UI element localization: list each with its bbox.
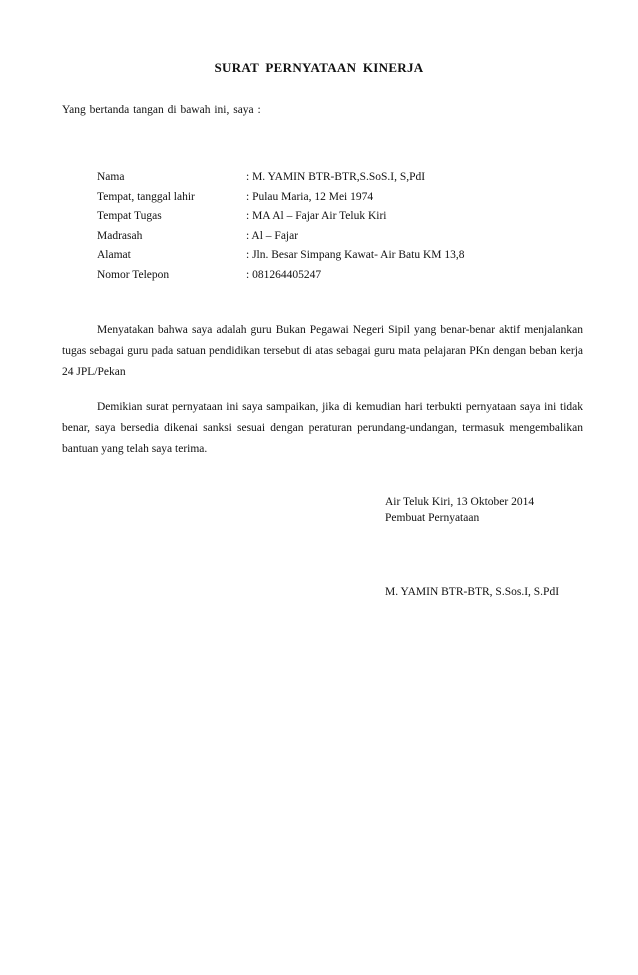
field-label: Tempat, tanggal lahir (97, 190, 195, 203)
field-value: : Pulau Maria, 12 Mei 1974 (246, 190, 374, 203)
field-row-nomor-telepon (97, 266, 577, 286)
statement-paragraph: Menyatakan bahwa saya adalah guru Bukan Pegawai Negeri Sipil yang benar-benar aktif menjalankan tugas sebagai guru pada satuan pendidikan tersebut di atas sebagai guru mata pelajaran PKn dengan beban kerja 24 JPL/Pekan (62, 324, 583, 378)
field-label: Nomor Telepon (97, 268, 170, 281)
field-value: : M. YAMIN BTR-BTR,S.SoS.I, S,PdI (246, 171, 426, 183)
field-label: Nama (97, 171, 125, 183)
identity-fields (97, 168, 577, 285)
field-value: : MA Al – Fajar Air Teluk Kiri (246, 210, 387, 222)
field-row-tempat-tanggal-lahir (97, 188, 577, 208)
signer-role: Pembuat Pernyataan (385, 512, 480, 524)
document-title: SURAT PERNYATAAN KINERJA (214, 60, 424, 75)
field-row-nama (97, 168, 577, 188)
field-row-tempat-tugas (97, 207, 577, 227)
field-label: Alamat (97, 249, 131, 261)
signer-name: M. YAMIN BTR-BTR, S.Sos.I, S.PdI (385, 586, 560, 598)
field-value: : Jln. Besar Simpang Kawat- Air Batu KM 13,8 (246, 249, 465, 261)
field-label: Madrasah (97, 229, 143, 242)
signature-block (385, 494, 534, 526)
closing-paragraph: Demikian surat pernyataan ini saya sampaikan, jika di kemudian hari terbukti pernyataan saya ini tidak benar, saya bersedia dikenai sanksi sesuai dengan peraturan perundang-undangan, termasuk mengembalikan bantuan yang telah saya terima. (62, 401, 583, 455)
field-label: Tempat Tugas (97, 210, 162, 222)
field-value: : 081264405247 (246, 268, 322, 281)
field-row-alamat (97, 246, 577, 266)
intro-text: Yang bertanda tangan di bawah ini, saya : (62, 104, 261, 116)
field-row-madrasah (97, 227, 577, 247)
field-value: : Al – Fajar (246, 229, 299, 242)
place-date: Air Teluk Kiri, 13 Oktober 2014 (385, 496, 535, 508)
